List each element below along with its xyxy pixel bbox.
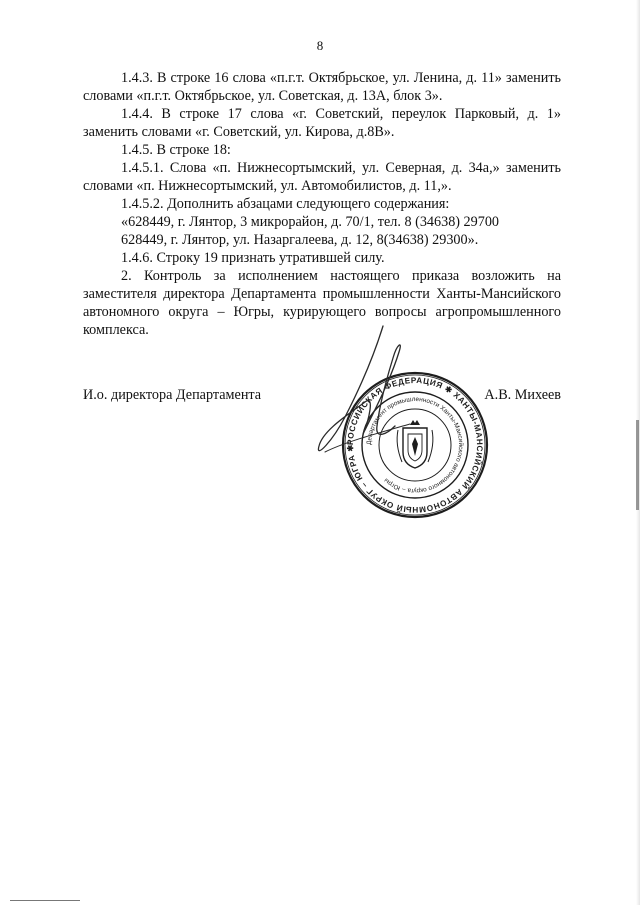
paragraph-1-4-5-2: 1.4.5.2. Дополнить абзацами следующего содержания:: [121, 196, 450, 212]
address-line-2: 628449, г. Лянтор, ул. Назаргалеева, д. 12, 8(34638) 29300».: [121, 232, 479, 248]
handwritten-signature: [305, 322, 420, 472]
seal-outer-text: РОССИЙСКАЯ ФЕДЕРАЦИЯ ✱ ХАНТЫ-МАНСИЙСКИЙ АВТОНОМНЫЙ ОКРУГ – ЮГРА ✱: [345, 375, 485, 515]
address-line-1: «628449, г. Лянтор, 3 микрорайон, д. 70/1, тел. 8 (34638) 29700: [121, 214, 500, 230]
scan-artifact-mark: [636, 420, 639, 510]
seal-inner-text: Департамент промышленности Ханты-Мансийского автономного округа – Югры: [365, 395, 465, 495]
paragraph-1-4-5: 1.4.5. В строке 18:: [121, 142, 231, 158]
signatory-position: И.о. директора Департамента: [83, 387, 262, 403]
page-number: 8: [316, 38, 324, 53]
paragraph-1-4-6: 1.4.6. Строку 19 признать утратившей силу.: [121, 250, 385, 266]
paragraph-1-4-3: 1.4.3. В строке 16 слова «п.г.т. Октябрьское, ул. Ленина, д. 11» заменить словами «п.г.т. Октябрьское, ул. Советская, д. 13А, блок 3».: [83, 70, 561, 104]
document-body: [83, 69, 561, 339]
paragraph-1-4-4: 1.4.4. В строке 17 слова «г. Советский, переулок Парковый, д. 1» заменить словами «г. Советский, ул. Кирова, д.8В».: [83, 106, 561, 140]
paragraph-1-4-5-1: 1.4.5.1. Слова «п. Нижнесортымский, ул. Северная, д. 34а,» заменить словами «п. Нижнесортымский, ул. Автомобилистов, д. 11,».: [83, 160, 561, 194]
paragraph-2-control: 2. Контроль за исполнением настоящего приказа возложить на заместителя директора Департамента промышленности Ханты-Мансийского автономного округа – Югры, курирующего вопросы агропромышленного комплекса.: [83, 268, 561, 338]
scan-artifact-line: [10, 900, 80, 901]
signatory-name: А.В. Михеев: [484, 387, 561, 403]
